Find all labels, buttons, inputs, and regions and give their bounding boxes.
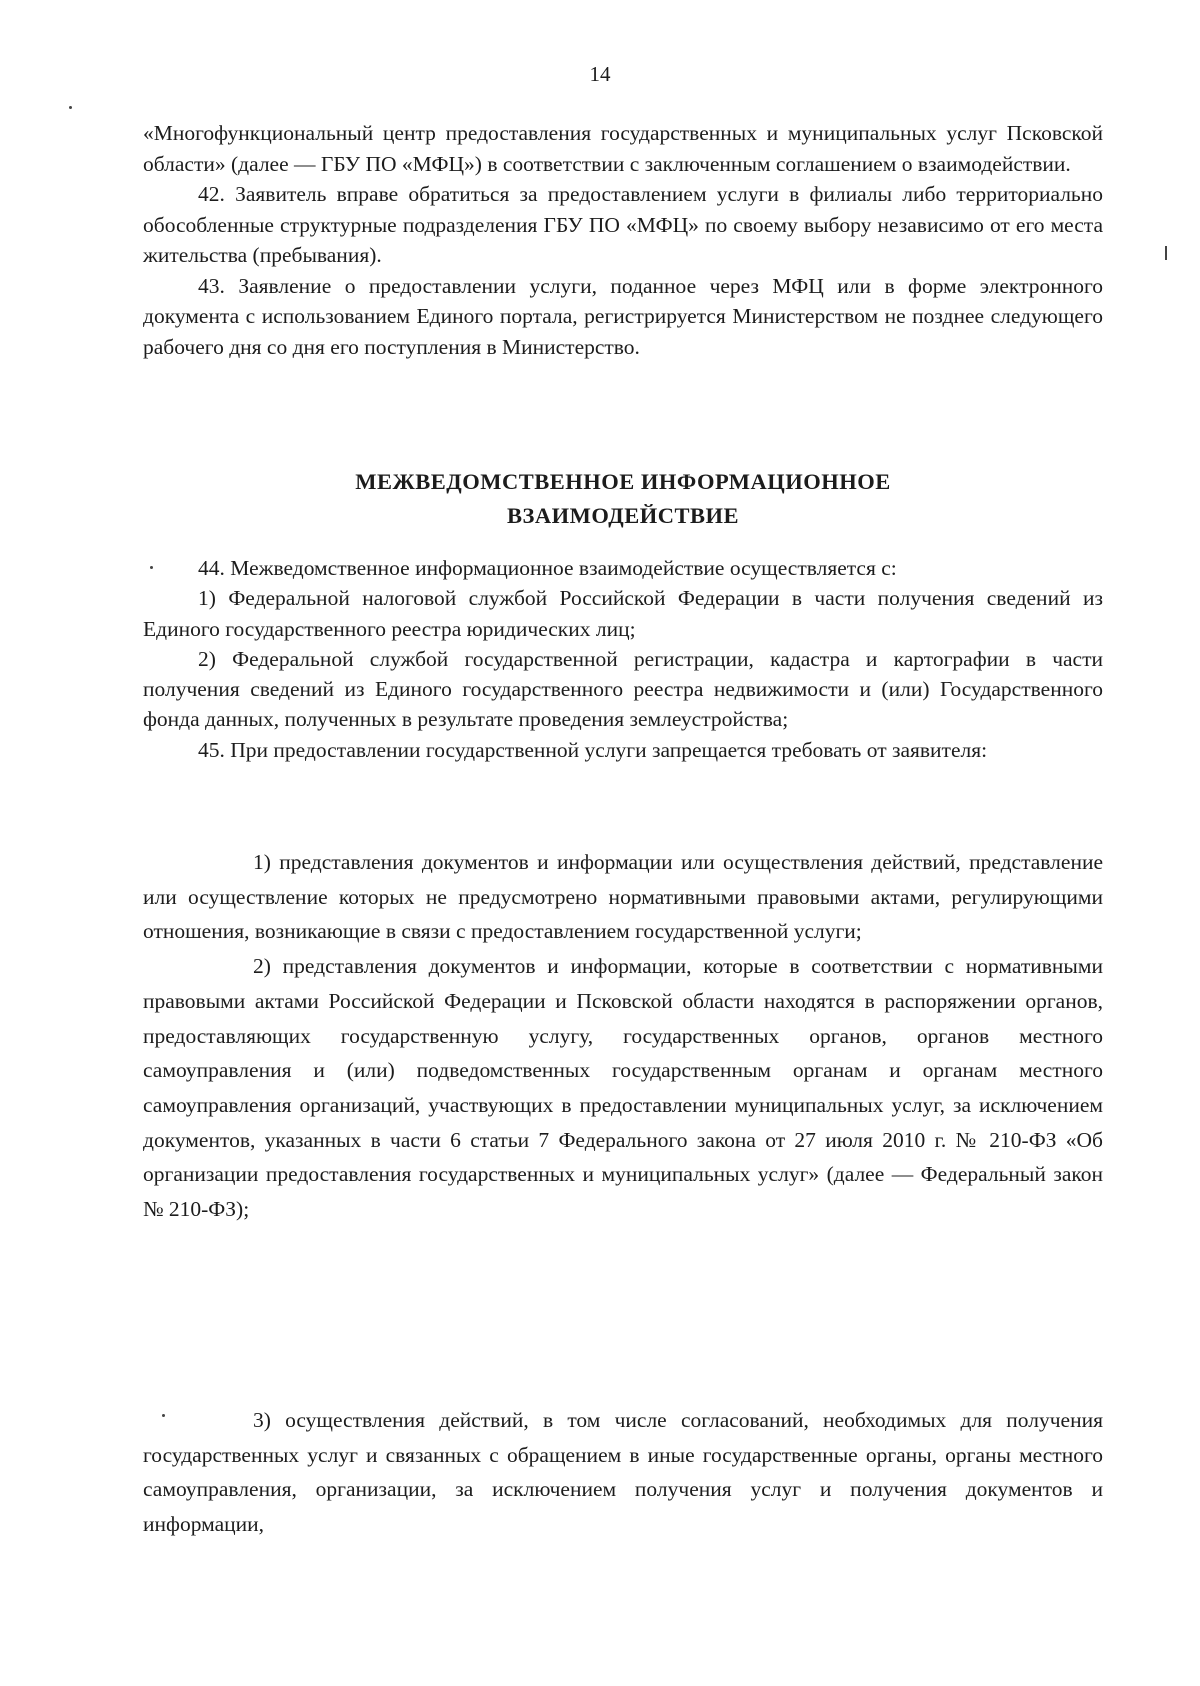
scan-speck bbox=[162, 1414, 165, 1417]
paragraph-42: 42. Заявитель вправе обратиться за предоставлением услуги в филиалы либо территориально обособленные структурные подразделения ГБУ ПО «МФЦ» по своему выбору независимо от его места жительства (пребывания). bbox=[143, 182, 1103, 267]
paragraph-continuation: «Многофункциональный центр предоставления государственных и муниципальных услуг Псковской области» (далее — ГБУ ПО «МФЦ») в соответствии с заключенным соглашением о взаимодействии. bbox=[143, 121, 1103, 176]
paragraph-43: 43. Заявление о предоставлении услуги, поданное через МФЦ или в форме электронного документа с использованием Единого портала, регистрируется Министерством не позднее следующего рабочего дня со дня его поступления в Министерство. bbox=[143, 273, 1103, 359]
scan-speck bbox=[69, 106, 72, 109]
paragraph-45-item-1: 1) представления документов и информации или осуществления действий, представление или осуществление которых не предусмотрено нормативными правовыми актами, регулирующими отношения, возникающие в связи с предоставлением государственной услуги; bbox=[143, 850, 1103, 944]
scan-mark bbox=[1165, 246, 1167, 260]
text-block-45-item-3 bbox=[143, 1403, 1103, 1541]
text-block-45-items bbox=[143, 845, 1103, 1227]
section-heading-line-1: МЕЖВЕДОМСТВЕННОЕ ИНФОРМАЦИОННОЕ bbox=[355, 469, 891, 494]
scan-speck bbox=[150, 566, 153, 569]
paragraph-44-item-1: 1) Федеральной налоговой службой Российской Федерации в части получения сведений из Единого государственного реестра юридических лиц; bbox=[143, 586, 1103, 641]
paragraph-45-item-2: 2) представления документов и информации, которые в соответствии с нормативными правовыми актами Российской Федерации и Псковской области находятся в распоряжении органов, предоставляющих государственную услугу, государственных органов, органов местного самоуправления и (или) подведомственных государственным органам и органам местного самоуправления организаций, участвующих в предоставлении муниципальных услуг, за исключением документов, указанных в части 6 статьи 7 Федерального закона от 27 июля 2010 г. № 210-ФЗ «Об организации предоставления государственных и муниципальных услуг» (далее — Федеральный закон № 210-ФЗ); bbox=[143, 954, 1103, 1222]
section-heading-line-2: ВЗАИМОДЕЙСТВИЕ bbox=[506, 503, 739, 528]
paragraph-45: 45. При предоставлении государственной услуги запрещается требовать от заявителя: bbox=[198, 737, 988, 762]
text-block-44 bbox=[143, 553, 1103, 765]
text-block-top bbox=[143, 118, 1103, 362]
paragraph-45-item-3: 3) осуществления действий, в том числе согласований, необходимых для получения государственных услуг и связанных с обращением в иные государственные органы, органы местного самоуправления, организации, за исключением получения услуг и получения документов и информации, bbox=[143, 1408, 1103, 1536]
paragraph-44-item-2: 2) Федеральной службой государственной регистрации, кадастра и картографии в части получения сведений из Единого государственного реестра недвижимости и (или) Государственного фонда данных, полученных в результате проведения землеустройства; bbox=[143, 646, 1103, 732]
page-number: 14 bbox=[589, 62, 611, 86]
paragraph-44: 44. Межведомственное информационное взаимодействие осуществляется с: bbox=[198, 556, 897, 580]
